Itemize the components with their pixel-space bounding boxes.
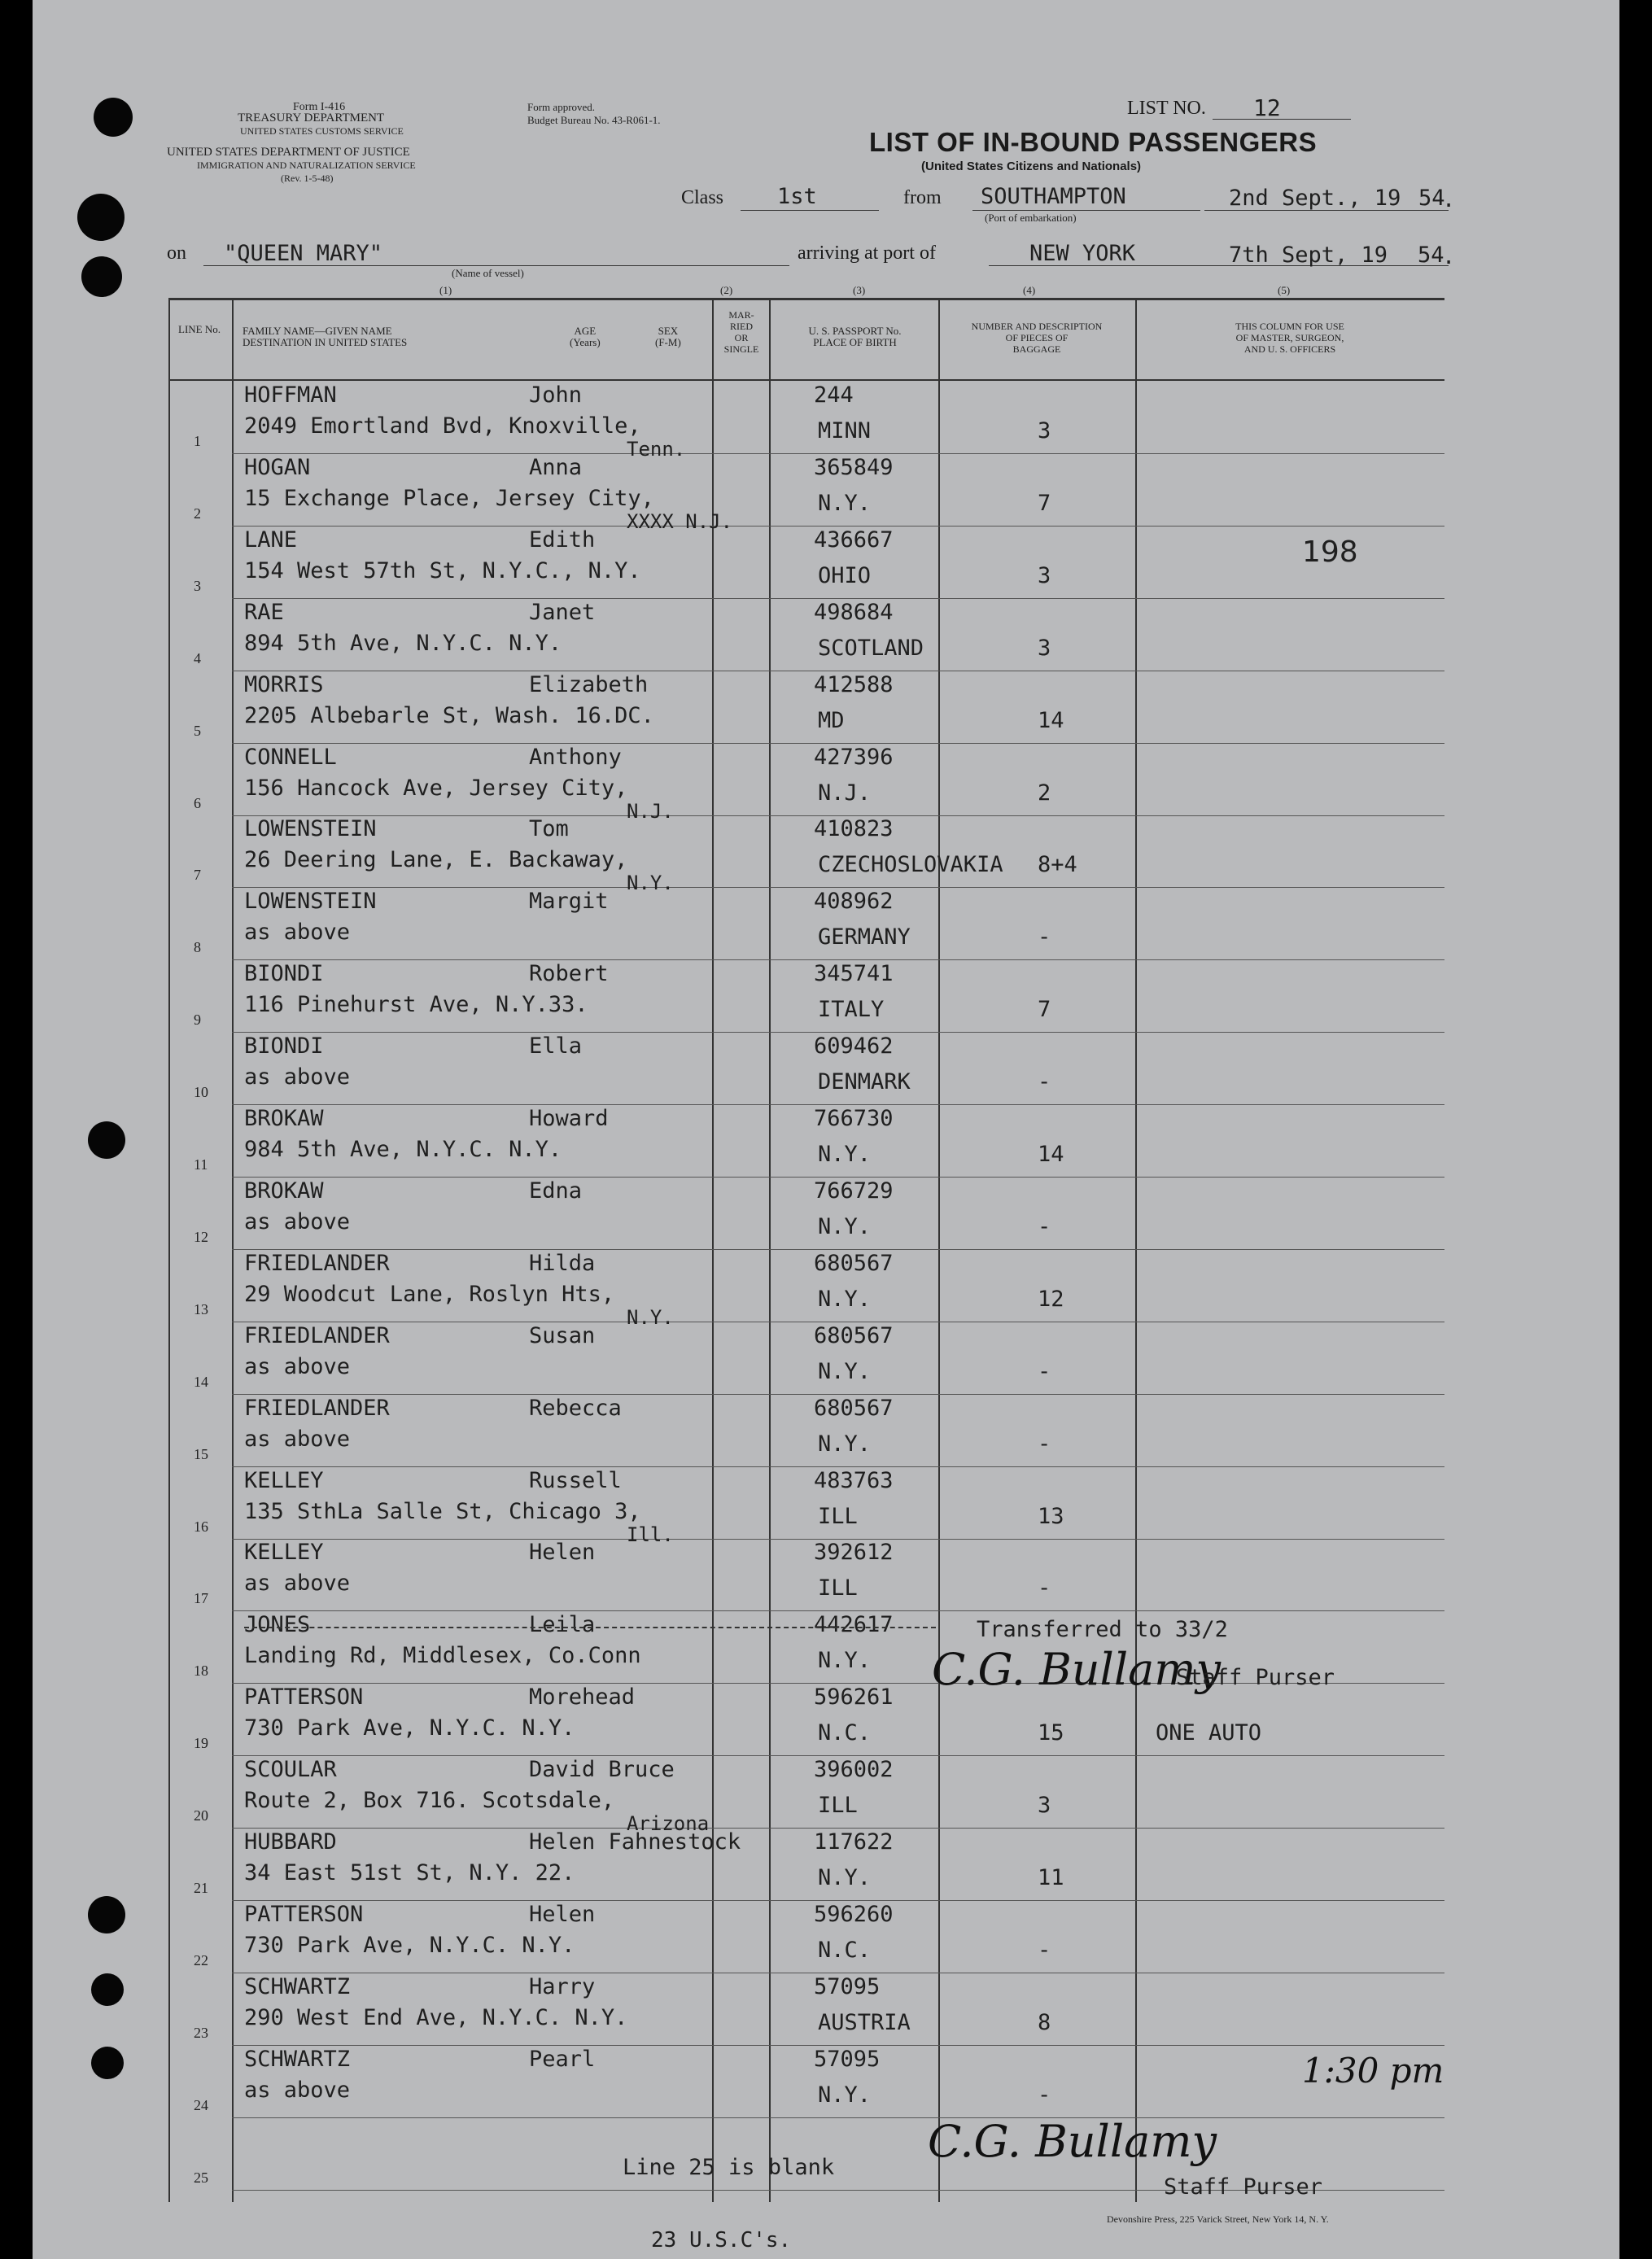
arrival-date: 7th Sept, 19: [1229, 243, 1388, 268]
given-name: Leila: [529, 1612, 596, 1637]
table-row: [0, 1251, 1652, 1329]
form-number: Form I-416: [293, 101, 346, 113]
header-married: MAR- RIED OR SINGLE: [723, 309, 759, 355]
family-name: FRIEDLANDER: [244, 1396, 390, 1421]
column-number: (2): [720, 284, 733, 296]
passport-number: 436667: [814, 527, 894, 553]
table-row: [0, 2119, 1652, 2191]
place-of-birth: ILL: [818, 1793, 858, 1818]
punch-hole: [77, 194, 125, 241]
row-separator: [232, 1828, 1444, 1829]
passport-number: 345741: [814, 961, 894, 986]
given-name: Russell: [529, 1468, 622, 1493]
family-name: MORRIS: [244, 672, 324, 697]
destination-address: as above: [244, 1354, 351, 1379]
table-row: [0, 745, 1652, 823]
table-row: [0, 1974, 1652, 2047]
baggage-count: 14: [1038, 1142, 1064, 1167]
officer-note: ONE AUTO: [1156, 1720, 1262, 1746]
family-name: JONES: [244, 1612, 311, 1637]
baggage-count: 15: [1038, 1720, 1064, 1746]
destination-address: Route 2, Box 716. Scotsdale,: [244, 1788, 615, 1813]
passport-number: 410823: [814, 816, 894, 841]
place-of-birth: N.Y.: [818, 1142, 872, 1167]
destination-address: 290 West End Ave, N.Y.C. N.Y.: [244, 2005, 628, 2030]
place-of-birth: N.Y.: [818, 1359, 872, 1384]
destination-address: 730 Park Ave, N.Y.C. N.Y.: [244, 1933, 575, 1958]
departure-date: 2nd Sept., 19: [1229, 186, 1401, 211]
row-separator: [232, 2117, 1444, 2118]
line-number: 8: [194, 939, 201, 955]
baggage-count: -: [1038, 1575, 1051, 1601]
destination-address-continued: Ill.: [627, 1523, 674, 1546]
line-number: 9: [194, 1012, 201, 1028]
destination-address: as above: [244, 920, 351, 945]
form-approved: Form approved.: [527, 101, 596, 113]
line-number: 6: [194, 795, 201, 811]
given-name: Helen Fahnestock: [529, 1829, 741, 1855]
table-row: [0, 1612, 1652, 1684]
given-name: Rebecca: [529, 1396, 622, 1421]
line-number: 1: [194, 433, 201, 449]
table-row: [0, 1468, 1652, 1546]
place-of-birth: OHIO: [818, 563, 872, 588]
class-line: [741, 210, 879, 211]
header-baggage: NUMBER AND DESCRIPTION OF PIECES OF BAGGAGE: [971, 321, 1103, 355]
family-name: CONNELL: [244, 745, 337, 770]
baggage-count: -: [1038, 924, 1051, 950]
place-of-birth: N.C.: [818, 1720, 872, 1746]
customs-service: UNITED STATES CUSTOMS SERVICE: [240, 125, 404, 137]
officer-note: Transferred to 33/2: [977, 1617, 1228, 1642]
baggage-count: 3: [1038, 563, 1051, 588]
strikethrough-line: [244, 1627, 936, 1630]
given-name: Ella: [529, 1033, 583, 1059]
document-title: LIST OF IN-BOUND PASSENGERS: [869, 127, 1318, 157]
line-number: 2: [194, 505, 201, 522]
destination-address-continued: Arizona: [627, 1812, 710, 1835]
header-name: FAMILY NAME—GIVEN NAME DESTINATION IN UNITED STATES: [243, 325, 408, 348]
from-line: [972, 210, 1200, 211]
line-number: 10: [194, 1084, 208, 1100]
table-row: [0, 672, 1652, 745]
place-of-birth: N.J.: [818, 780, 872, 806]
family-name: SCOULAR: [244, 1757, 337, 1782]
row-separator: [232, 2045, 1444, 2046]
given-name: Morehead: [529, 1684, 636, 1710]
row-separator: [232, 1104, 1444, 1105]
table-row: [0, 1757, 1652, 1835]
line-number: 22: [194, 1952, 208, 1968]
row-separator: [232, 598, 1444, 599]
header-line-no: LINE No.: [178, 323, 221, 335]
given-name: Susan: [529, 1323, 596, 1348]
baggage-count: 3: [1038, 1793, 1051, 1818]
port-embark-caption: (Port of embarkation): [985, 212, 1077, 224]
column-number: (4): [1023, 284, 1036, 296]
given-name: David Bruce: [529, 1757, 675, 1782]
place-of-birth: N.Y.: [818, 1431, 872, 1457]
line-number: 19: [194, 1735, 208, 1751]
destination-address-continued: Tenn.: [627, 438, 686, 461]
family-name: KELLEY: [244, 1540, 324, 1565]
given-name: Janet: [529, 600, 596, 625]
line-number: 11: [194, 1156, 208, 1173]
destination-address: as above: [244, 1064, 351, 1090]
passport-number: 442617: [814, 1612, 894, 1637]
place-of-birth: SCOTLAND: [818, 636, 924, 661]
destination-address: as above: [244, 1571, 351, 1596]
table-row: [0, 961, 1652, 1033]
ins-service: IMMIGRATION AND NATURALIZATION SERVICE: [197, 159, 416, 171]
punch-hole: [81, 256, 122, 297]
row-separator: [232, 1032, 1444, 1033]
table-row: [0, 816, 1652, 894]
given-name: Helen: [529, 1540, 596, 1565]
destination-address-continued: XXXX N.J.: [627, 510, 733, 533]
line-number: 16: [194, 1518, 208, 1535]
passport-number: 408962: [814, 889, 894, 914]
given-name: Hilda: [529, 1251, 596, 1276]
baggage-count: 3: [1038, 636, 1051, 661]
passport-number: 680567: [814, 1251, 894, 1276]
line-number: 17: [194, 1590, 208, 1606]
header-officers: THIS COLUMN FOR USE OF MASTER, SURGEON, AND U. S. OFFICERS: [1235, 321, 1344, 355]
header-bottom-rule: [168, 379, 1444, 381]
class-value: 1st: [777, 184, 817, 209]
destination-address: as above: [244, 2078, 351, 2103]
destination-address: Landing Rd, Middlesex, Co.Conn: [244, 1643, 641, 1668]
line-number: 23: [194, 2025, 208, 2041]
family-name: HOFFMAN: [244, 382, 337, 408]
given-name: Edith: [529, 527, 596, 553]
staff-purser-label: Staff Purser: [1164, 2174, 1323, 2200]
passport-number: 412588: [814, 672, 894, 697]
destination-address: 26 Deering Lane, E. Backaway,: [244, 847, 628, 872]
department-name: TREASURY DEPARTMENT: [238, 111, 385, 125]
printer-imprint: Devonshire Press, 225 Varick Street, New York 14, N. Y.: [1107, 2213, 1329, 2225]
destination-address-continued: N.Y.: [627, 1306, 674, 1329]
line-number: 14: [194, 1374, 208, 1390]
destination-address: 2049 Emortland Bvd, Knoxville,: [244, 413, 641, 439]
vessel-name: "QUEEN MARY": [224, 241, 383, 266]
row-separator: [232, 1755, 1444, 1756]
table-row: [0, 1178, 1652, 1251]
family-name: LOWENSTEIN: [244, 889, 377, 914]
family-name: KELLEY: [244, 1468, 324, 1493]
table-row: [0, 1540, 1652, 1612]
place-of-birth: N.Y.: [818, 1214, 872, 1239]
given-name: John: [529, 382, 583, 408]
passport-number: 596260: [814, 1902, 894, 1927]
destination-address: as above: [244, 1427, 351, 1452]
family-name: BIONDI: [244, 1033, 324, 1059]
family-name: FRIEDLANDER: [244, 1251, 390, 1276]
place-of-birth: ILL: [818, 1575, 858, 1601]
time-annotation: 1:30 pm: [1302, 2051, 1444, 2091]
passport-number: 57095: [814, 2047, 881, 2072]
place-of-birth: MD: [818, 708, 845, 733]
passport-number: 427396: [814, 745, 894, 770]
given-name: Helen: [529, 1902, 596, 1927]
given-name: Tom: [529, 816, 569, 841]
purser-signature: C.G. Bullamy: [928, 2116, 1217, 2167]
place-of-birth: GERMANY: [818, 924, 911, 950]
destination-address: 2205 Albebarle St, Wash. 16.DC.: [244, 703, 654, 728]
line-number: 24: [194, 2097, 208, 2113]
place-of-birth: DENMARK: [818, 1069, 911, 1095]
row-separator: [232, 959, 1444, 960]
form-revision: (Rev. 1-5-48): [281, 173, 334, 184]
table-row: [0, 600, 1652, 672]
officer-note: 198: [1302, 535, 1358, 569]
row-separator: [232, 1177, 1444, 1178]
baggage-count: 2: [1038, 780, 1051, 806]
baggage-count: 11: [1038, 1865, 1064, 1890]
family-name: BROKAW: [244, 1178, 324, 1204]
signature: C.G. Bullamy: [932, 1644, 1222, 1695]
row-separator: [232, 526, 1444, 527]
family-name: PATTERSON: [244, 1902, 364, 1927]
table-row: [0, 1829, 1652, 1902]
passport-number: 57095: [814, 1974, 881, 1999]
row-separator: [232, 1466, 1444, 1467]
destination-address: 116 Pinehurst Ave, N.Y.33.: [244, 992, 588, 1017]
baggage-count: 8+4: [1038, 852, 1077, 877]
row-separator: [232, 1394, 1444, 1395]
justice-department: UNITED STATES DEPARTMENT OF JUSTICE: [167, 146, 410, 159]
passport-number: 766730: [814, 1106, 894, 1131]
given-name: Margit: [529, 889, 609, 914]
destination-address: 894 5th Ave, N.Y.C. N.Y.: [244, 631, 562, 656]
baggage-count: -: [1038, 2082, 1051, 2108]
family-name: LOWENSTEIN: [244, 816, 377, 841]
column-number: (5): [1278, 284, 1291, 296]
given-name: Anthony: [529, 745, 622, 770]
row-separator: [232, 453, 1444, 454]
list-no-label: LIST NO.: [1127, 98, 1206, 119]
baggage-count: -: [1038, 1431, 1051, 1457]
on-label: on: [167, 243, 186, 264]
given-name: Harry: [529, 1974, 596, 1999]
line-number: 13: [194, 1301, 208, 1317]
baggage-count: -: [1038, 1069, 1051, 1095]
passport-number: 680567: [814, 1323, 894, 1348]
line-number: 25: [194, 2169, 208, 2186]
passport-number: 396002: [814, 1757, 894, 1782]
passport-number: 498684: [814, 600, 894, 625]
table-row: [0, 382, 1652, 461]
passport-number: 392612: [814, 1540, 894, 1565]
from-label: from: [903, 187, 942, 208]
baggage-count: -: [1038, 1359, 1051, 1384]
row-separator: [232, 1249, 1444, 1250]
passport-number: 609462: [814, 1033, 894, 1059]
place-of-birth: N.Y.: [818, 1287, 872, 1312]
passport-number: 596261: [814, 1684, 894, 1710]
given-name: Edna: [529, 1178, 583, 1204]
line-number: 21: [194, 1880, 208, 1896]
column-number: (3): [853, 284, 866, 296]
place-of-birth: AUSTRIA: [818, 2010, 911, 2035]
baggage-count: 14: [1038, 708, 1064, 733]
place-of-birth: MINN: [818, 418, 872, 443]
given-name: Robert: [529, 961, 609, 986]
place-of-birth: CZECHOSLOVAKIA: [818, 852, 1003, 877]
document-subtitle: (United States Citizens and Nationals): [921, 159, 1142, 173]
family-name: FRIEDLANDER: [244, 1323, 390, 1348]
family-name: HOGAN: [244, 455, 311, 480]
place-of-birth: ILL: [818, 1504, 858, 1529]
baggage-count: 3: [1038, 418, 1051, 443]
table-row: [0, 1396, 1652, 1468]
departure-year: 54: [1418, 186, 1445, 211]
destination-address-continued: N.J.: [627, 800, 674, 823]
arrival-year: 54: [1418, 243, 1444, 268]
departure-period: .: [1442, 187, 1456, 212]
arrival-port: NEW YORK: [1029, 241, 1136, 266]
place-of-birth: N.Y.: [818, 491, 872, 516]
destination-address: Line 25 is blank: [623, 2155, 835, 2180]
destination-address: 730 Park Ave, N.Y.C. N.Y.: [244, 1715, 575, 1741]
table-top-border: [168, 298, 1444, 300]
family-name: RAE: [244, 600, 284, 625]
line-number: 15: [194, 1446, 208, 1462]
baggage-count: 12: [1038, 1287, 1064, 1312]
line-number: 18: [194, 1663, 208, 1679]
row-separator: [232, 1610, 1444, 1611]
destination-address: 984 5th Ave, N.Y.C. N.Y.: [244, 1137, 562, 1162]
arriving-label: arriving at port of: [798, 243, 936, 264]
baggage-count: 7: [1038, 491, 1051, 516]
family-name: SCHWARTZ: [244, 2047, 351, 2072]
line-number: 5: [194, 723, 201, 739]
list-no-line: [1213, 119, 1351, 120]
row-separator: [232, 887, 1444, 888]
destination-address-continued: N.Y.: [627, 872, 674, 894]
destination-address: 29 Woodcut Lane, Roslyn Hts,: [244, 1282, 615, 1307]
table-row: [0, 889, 1652, 961]
list-no-value: 12: [1253, 94, 1281, 121]
table-row: [0, 1106, 1652, 1178]
destination-address: 156 Hancock Ave, Jersey City,: [244, 776, 628, 801]
given-name: Anna: [529, 455, 583, 480]
baggage-count: 8: [1038, 2010, 1051, 2035]
given-name: Pearl: [529, 2047, 596, 2072]
table-row: [0, 1684, 1652, 1757]
given-name: Howard: [529, 1106, 609, 1131]
passport-number: 244: [814, 382, 854, 408]
place-of-birth: N.Y.: [818, 1648, 872, 1673]
arrival-period: .: [1442, 244, 1456, 269]
budget-bureau: Budget Bureau No. 43-R061-1.: [527, 114, 661, 126]
row-separator: [232, 1900, 1444, 1901]
line-number: 4: [194, 650, 201, 666]
place-of-birth: ITALY: [818, 997, 885, 1022]
baggage-count: -: [1038, 1214, 1051, 1239]
destination-address: 154 West 57th St, N.Y.C., N.Y.: [244, 558, 641, 583]
destination-address: 15 Exchange Place, Jersey City,: [244, 486, 654, 511]
place-of-birth: N.C.: [818, 1938, 872, 1963]
staff-purser-label: Staff Purser: [1176, 1665, 1335, 1690]
header-age: AGE (Years): [570, 325, 601, 348]
family-name: BROKAW: [244, 1106, 324, 1131]
family-name: PATTERSON: [244, 1684, 364, 1710]
passport-number: 365849: [814, 455, 894, 480]
header-passport: U. S. PASSPORT No. PLACE OF BIRTH: [808, 325, 902, 348]
column-number: (1): [439, 284, 452, 296]
place-of-birth: N.Y.: [818, 1865, 872, 1890]
bottom-stamp: 23 U.S.C's.: [651, 2228, 792, 2252]
passport-number: 766729: [814, 1178, 894, 1204]
header-sex: SEX (F-M): [655, 325, 681, 348]
destination-address: 135 SthLa Salle St, Chicago 3,: [244, 1499, 641, 1524]
punch-hole: [94, 98, 133, 137]
passport-number: 117622: [814, 1829, 894, 1855]
passport-number: 483763: [814, 1468, 894, 1493]
family-name: HUBBARD: [244, 1829, 337, 1855]
line-number: 12: [194, 1229, 208, 1245]
vessel-caption: (Name of vessel): [452, 267, 524, 279]
line-number: 20: [194, 1807, 208, 1824]
place-of-birth: N.Y.: [818, 2082, 872, 2108]
family-name: BIONDI: [244, 961, 324, 986]
line-number: 3: [194, 578, 201, 594]
given-name: Elizabeth: [529, 672, 649, 697]
table-row: [0, 1902, 1652, 1974]
family-name: LANE: [244, 527, 298, 553]
destination-address: 34 East 51st St, N.Y. 22.: [244, 1860, 575, 1885]
family-name: SCHWARTZ: [244, 1974, 351, 1999]
table-row: [0, 1033, 1652, 1106]
baggage-count: 13: [1038, 1504, 1064, 1529]
table-row: [0, 1323, 1652, 1396]
table-row: [0, 527, 1652, 600]
passport-number: 680567: [814, 1396, 894, 1421]
baggage-count: -: [1038, 1938, 1051, 1963]
port-of-embarkation: SOUTHAMPTON: [981, 184, 1126, 209]
line-number: 7: [194, 867, 201, 883]
destination-address: as above: [244, 1209, 351, 1234]
baggage-count: 7: [1038, 997, 1051, 1022]
row-separator: [232, 743, 1444, 744]
class-label: Class: [681, 187, 724, 208]
table-row: [0, 455, 1652, 533]
